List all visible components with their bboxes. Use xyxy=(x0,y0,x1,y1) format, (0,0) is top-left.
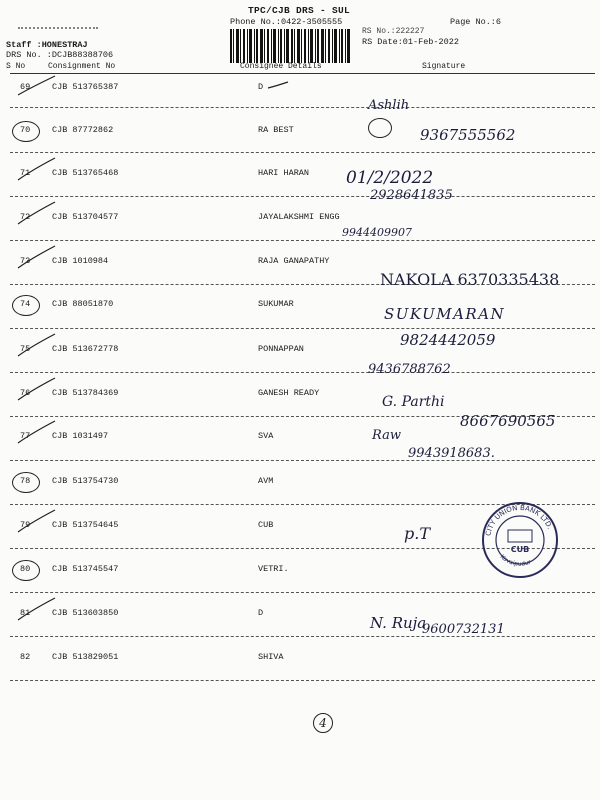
rs-date: RS Date:01-Feb-2022 xyxy=(362,37,459,47)
drs-number: DRS No. :DCJB88388706 xyxy=(6,50,114,60)
row-sno: 76 xyxy=(20,388,31,398)
row-consignment: CJB 513704577 xyxy=(52,212,119,222)
row-consignment: CJB 513672778 xyxy=(52,344,119,354)
handwritten-phone: 8667690565 xyxy=(460,412,556,430)
rs-number: RS No.:222227 xyxy=(362,27,425,36)
stamp-sub-text: Kovaipudur xyxy=(498,553,533,568)
row-consignment: CJB 513765387 xyxy=(52,82,119,92)
row-consignee: VETRI. xyxy=(258,564,289,574)
page-circle-mark: 4 xyxy=(313,713,333,733)
col-sno-header: S No xyxy=(6,62,26,71)
tick-mark-icon xyxy=(18,421,55,443)
row-consignee: GANESH READY xyxy=(258,388,320,398)
handwritten-phone: 2928641835 xyxy=(370,188,453,203)
row-sno: 69 xyxy=(20,82,31,92)
row-consignment: CJB 88051870 xyxy=(52,299,114,309)
tick-mark-icon xyxy=(18,246,55,268)
row-sno: 82 xyxy=(20,652,31,662)
col-signature-header: Signature xyxy=(422,62,466,71)
row-sno: 80 xyxy=(20,564,31,574)
row-consignee: RA BEST xyxy=(258,125,294,135)
stamp-arc-text: CITY UNION BANK LTD. xyxy=(484,503,554,537)
row-consignee: HARI HARAN xyxy=(258,168,310,178)
tick-mark-icon xyxy=(18,378,55,400)
handwritten-name: G. Parthi xyxy=(382,394,445,410)
signature-scribble xyxy=(368,118,392,138)
row-consignee: RAJA GANAPATHY xyxy=(258,256,330,266)
svg-text:CITY UNION BANK LTD. xyxy=(484,504,553,537)
row-sno: 78 xyxy=(20,476,31,486)
row-consignee: SHIVA xyxy=(258,652,284,662)
row-consignee: CUB xyxy=(258,520,274,530)
row-sno: 72 xyxy=(20,212,31,222)
row-consignee: D xyxy=(258,608,264,618)
row-consignee: D xyxy=(258,82,264,92)
handwritten-signature: 9944409907 xyxy=(342,226,412,239)
row-sno: 81 xyxy=(20,608,31,618)
tick-mark-icon xyxy=(268,82,288,88)
stamp-center-text: CUB xyxy=(510,545,530,554)
row-sno: 75 xyxy=(20,344,31,354)
row-consignee: SUKUMAR xyxy=(258,299,294,309)
tick-mark-icon xyxy=(18,598,55,620)
row-consignment: CJB 87772862 xyxy=(52,125,114,135)
row-consignment: CJB 1010984 xyxy=(52,256,109,266)
handwritten-signature: Raw xyxy=(372,428,401,443)
tick-mark-icon xyxy=(18,334,55,356)
handwritten-phone: 9367555562 xyxy=(420,126,516,144)
row-consignment: CJB 513754730 xyxy=(52,476,119,486)
row-sno: 74 xyxy=(20,299,31,309)
svg-text:Kovaipudur xyxy=(499,553,533,567)
row-consignment: CJB 513754645 xyxy=(52,520,119,530)
page-number: Page No.:6 xyxy=(450,17,502,27)
col-consignment-header: Consignment No xyxy=(48,62,116,71)
handwritten-phone: 9824442059 xyxy=(400,331,496,349)
row-consignment: CJB 513765468 xyxy=(52,168,119,178)
tick-mark-icon xyxy=(18,158,55,180)
row-sno: 70 xyxy=(20,125,31,135)
bank-stamp xyxy=(480,500,560,580)
row-consignment: CJB 1031497 xyxy=(52,431,109,441)
tick-mark-icon xyxy=(18,510,55,532)
row-consignee: SVA xyxy=(258,431,274,441)
row-consignee: PONNAPPAN xyxy=(258,344,304,354)
phone-number: Phone No.:0422-3505555 xyxy=(230,17,343,27)
col-consignee-header: Consignee Details xyxy=(240,62,322,71)
row-consignment: CJB 513829051 xyxy=(52,652,119,662)
handwritten-name: Ashlih xyxy=(368,98,410,113)
handwritten-phone: 9600732131 xyxy=(422,622,505,637)
handwritten-phone: 9436788762 xyxy=(368,362,451,377)
staff-name: Staff :HONESTRAJ xyxy=(6,40,88,50)
tick-mark-icon xyxy=(18,202,55,224)
row-consignment: CJB 513745547 xyxy=(52,564,119,574)
row-sno: 73 xyxy=(20,256,31,266)
handwritten-signature: p.T xyxy=(404,524,430,543)
tick-mark-icon xyxy=(18,76,55,95)
handwritten-name: SUKUMARAN xyxy=(384,305,506,323)
handwritten-phone: 9943918683. xyxy=(408,446,495,461)
row-sno: 71 xyxy=(20,168,31,178)
row-sno: 77 xyxy=(20,431,31,441)
handwritten-note: NAKOLA 6370335438 xyxy=(380,270,560,289)
row-consignee: JAYALAKSHMI ENGG xyxy=(258,212,340,222)
report-title: TPC/CJB DRS - SUL xyxy=(248,5,351,16)
row-consignment: CJB 513603850 xyxy=(52,608,119,618)
row-consignee: AVM xyxy=(258,476,274,486)
row-consignment: CJB 513784369 xyxy=(52,388,119,398)
handwritten-signature: N. Ruja xyxy=(370,614,427,632)
handwritten-date: 01/2/2022 xyxy=(346,168,434,188)
row-sno: 79 xyxy=(20,520,31,530)
